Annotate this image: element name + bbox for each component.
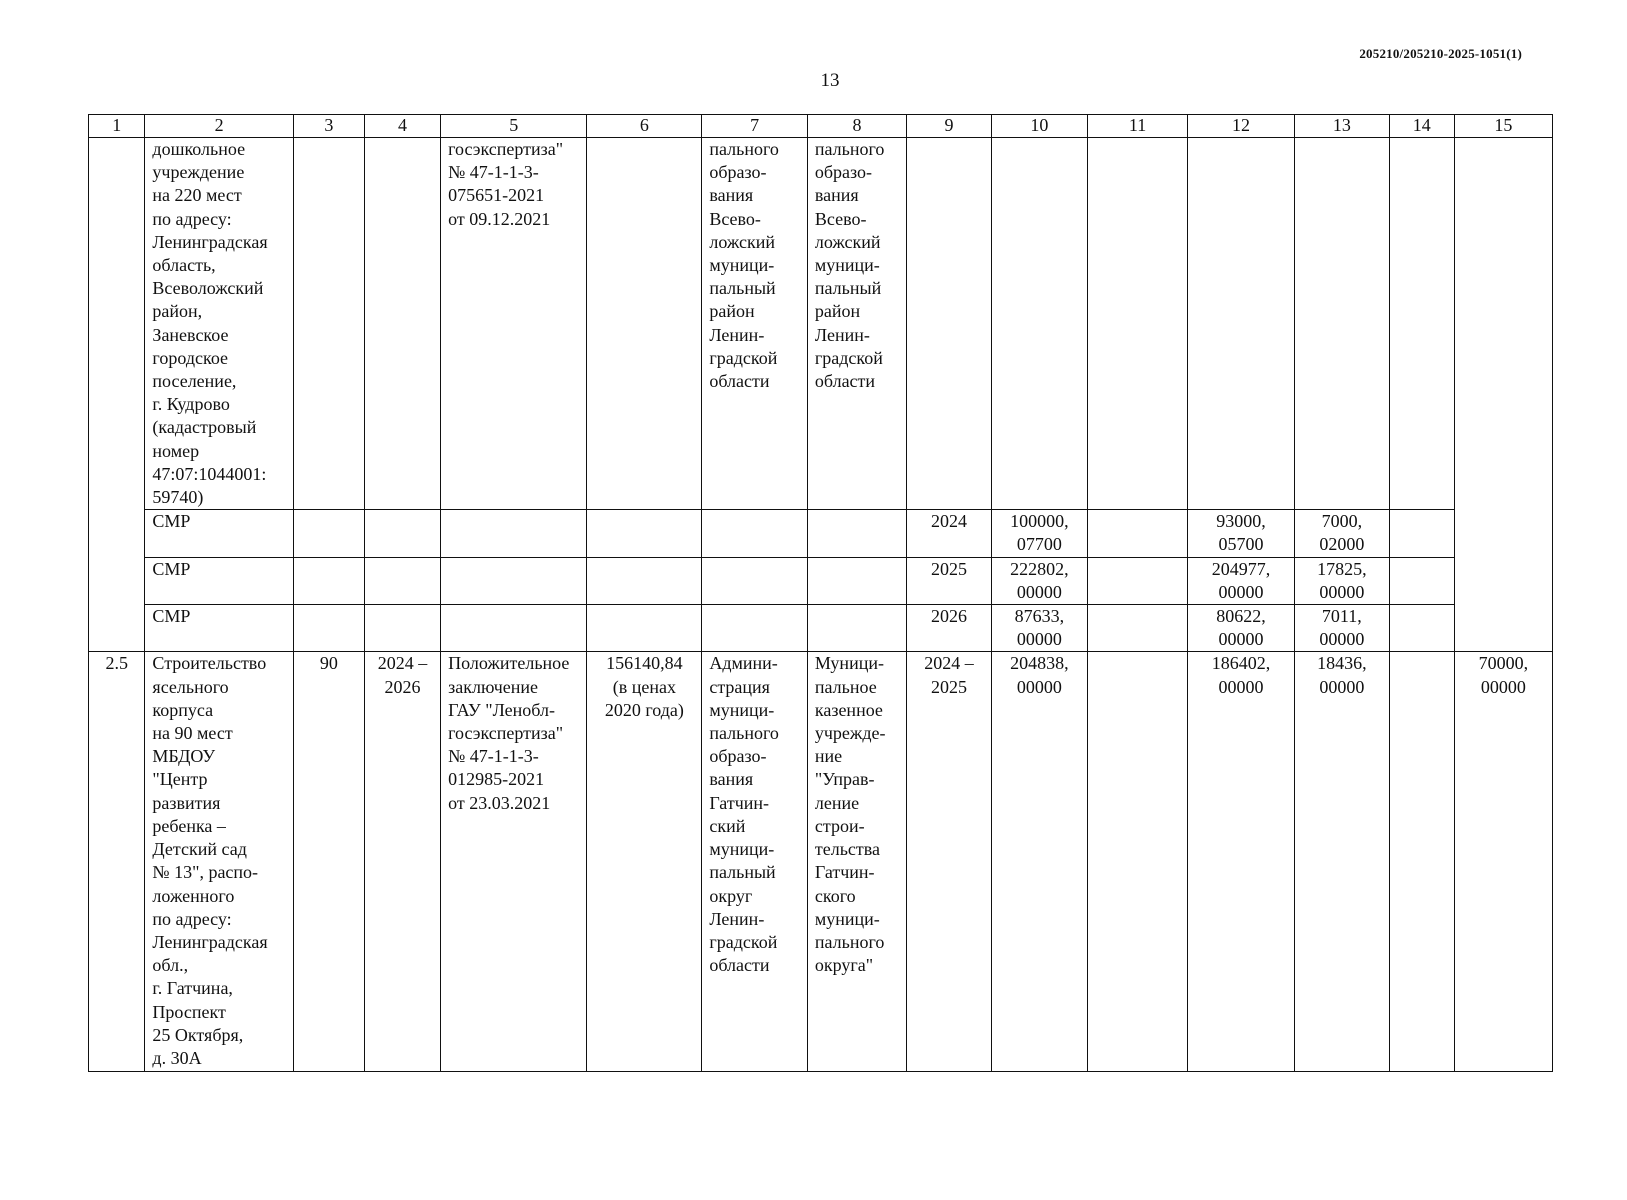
col-header-11: 11 bbox=[1087, 115, 1187, 138]
conclusion-cell: Положительное заключение ГАУ "Ленобл- госэкспертиза" № 47-1-1-3- 012985-2021 от 23.03.2021 bbox=[441, 652, 587, 1072]
empty-cell bbox=[587, 510, 702, 557]
empty-cell bbox=[587, 605, 702, 652]
col-header-6: 6 bbox=[587, 115, 702, 138]
column-number-row bbox=[89, 115, 1553, 138]
smr-regional-cell: 93000, 05700 bbox=[1188, 510, 1295, 557]
col-header-2: 2 bbox=[145, 115, 293, 138]
empty-cell bbox=[1087, 557, 1187, 604]
smr-total-cell: 222802, 00000 bbox=[991, 557, 1087, 604]
capacity-cell bbox=[293, 138, 364, 510]
empty-cell bbox=[441, 557, 587, 604]
smr-local-cell: 7000, 02000 bbox=[1294, 510, 1389, 557]
empty-cell bbox=[364, 510, 440, 557]
developer-cell: Муници- пальное казенное учрежде- ние "Управ- ление строи- тельства Гатчин- ского муници- пального округа" bbox=[807, 652, 906, 1072]
smr-label-cell: СМР bbox=[145, 510, 293, 557]
col-header-9: 9 bbox=[907, 115, 992, 138]
smr-total-cell: 87633, 00000 bbox=[991, 605, 1087, 652]
col-header-8: 8 bbox=[807, 115, 906, 138]
table-row bbox=[89, 652, 1553, 1072]
empty-cell bbox=[1389, 605, 1454, 652]
local-cell bbox=[1294, 138, 1389, 510]
col-header-7: 7 bbox=[702, 115, 808, 138]
table-row bbox=[89, 138, 1553, 510]
col15-cell bbox=[1454, 557, 1552, 604]
col-header-12: 12 bbox=[1188, 115, 1295, 138]
regional-cell: 186402, 00000 bbox=[1188, 652, 1295, 1072]
col-header-10: 10 bbox=[991, 115, 1087, 138]
regional-cell bbox=[1188, 138, 1295, 510]
empty-cell bbox=[702, 557, 808, 604]
cost-cell bbox=[587, 138, 702, 510]
empty-cell bbox=[1087, 605, 1187, 652]
empty-cell bbox=[807, 510, 906, 557]
customer-cell: Админи- страция муници- пального образо- вания Гатчин- ский муници- пальный округ Ленин- градской области bbox=[702, 652, 808, 1072]
total-cell: 204838, 00000 bbox=[991, 652, 1087, 1072]
object-name-cell: Строительство ясельного корпуса на 90 мест МБДОУ "Центр развития ребенка – Детский сад № 13", распо- ложенного по адресу: Ленинградская обл., г. Гатчина, Проспект 25 Октября, д. 30А bbox=[145, 652, 293, 1072]
investment-table bbox=[88, 114, 1553, 1072]
smr-total-cell: 100000, 07700 bbox=[991, 510, 1087, 557]
smr-label-cell: СМР bbox=[145, 605, 293, 652]
cost-cell: 156140,84 (в ценах 2020 года) bbox=[587, 652, 702, 1072]
smr-year-cell: 2024 bbox=[907, 510, 992, 557]
smr-local-cell: 17825, 00000 bbox=[1294, 557, 1389, 604]
conclusion-cell: госэкспертиза" № 47-1-1-3- 075651-2021 от 09.12.2021 bbox=[441, 138, 587, 510]
col-header-13: 13 bbox=[1294, 115, 1389, 138]
empty-cell bbox=[1087, 510, 1187, 557]
empty-cell bbox=[702, 510, 808, 557]
row-number-cell bbox=[89, 138, 145, 510]
empty-cell bbox=[1389, 557, 1454, 604]
col-header-5: 5 bbox=[441, 115, 587, 138]
object-name-cell: дошкольное учреждение на 220 мест по адресу: Ленинградская область, Всеволожский район, Заневское городское поселение, г. Кудрово (кадастровый номер 47:07:1044001: 59740) bbox=[145, 138, 293, 510]
col14-cell bbox=[1389, 138, 1454, 510]
page-number: 13 bbox=[820, 70, 840, 91]
empty-cell bbox=[702, 605, 808, 652]
smr-year-cell: 2025 bbox=[907, 557, 992, 604]
row-number-cell bbox=[89, 605, 145, 652]
col-header-1: 1 bbox=[89, 115, 145, 138]
years-cell bbox=[907, 138, 992, 510]
empty-cell bbox=[293, 510, 364, 557]
empty-cell bbox=[1389, 510, 1454, 557]
smr-year-cell: 2026 bbox=[907, 605, 992, 652]
smr-regional-cell: 80622, 00000 bbox=[1188, 605, 1295, 652]
developer-cell: пального образо- вания Всево- ложский муници- пальный район Ленин- градской области bbox=[807, 138, 906, 510]
table-row bbox=[89, 605, 1553, 652]
smr-local-cell: 7011, 00000 bbox=[1294, 605, 1389, 652]
row-number-cell: 2.5 bbox=[89, 652, 145, 1072]
row-number-cell bbox=[89, 557, 145, 604]
empty-cell bbox=[364, 557, 440, 604]
smr-regional-cell: 204977, 00000 bbox=[1188, 557, 1295, 604]
col15-cell bbox=[1454, 510, 1552, 557]
row-number-cell bbox=[89, 510, 145, 557]
col-header-3: 3 bbox=[293, 115, 364, 138]
empty-cell bbox=[293, 557, 364, 604]
years-cell: 2024 – 2025 bbox=[907, 652, 992, 1072]
table-row bbox=[89, 557, 1553, 604]
empty-cell bbox=[441, 605, 587, 652]
empty-cell bbox=[364, 605, 440, 652]
empty-cell bbox=[293, 605, 364, 652]
empty-cell bbox=[807, 557, 906, 604]
col-header-15: 15 bbox=[1454, 115, 1552, 138]
table-row bbox=[89, 510, 1553, 557]
col15-cell bbox=[1454, 138, 1552, 510]
col-header-14: 14 bbox=[1389, 115, 1454, 138]
smr-label-cell: СМР bbox=[145, 557, 293, 604]
empty-cell bbox=[587, 557, 702, 604]
empty-cell bbox=[807, 605, 906, 652]
period-cell bbox=[364, 138, 440, 510]
col15-cell bbox=[1454, 605, 1552, 652]
total-cell bbox=[991, 138, 1087, 510]
document-code: 205210/205210-2025-1051(1) bbox=[1359, 46, 1522, 61]
col11-cell bbox=[1087, 652, 1187, 1072]
capacity-cell: 90 bbox=[293, 652, 364, 1072]
local-cell: 18436, 00000 bbox=[1294, 652, 1389, 1072]
col11-cell bbox=[1087, 138, 1187, 510]
customer-cell: пального образо- вания Всево- ложский муници- пальный район Ленин- градской области bbox=[702, 138, 808, 510]
col-header-4: 4 bbox=[364, 115, 440, 138]
empty-cell bbox=[441, 510, 587, 557]
col14-cell bbox=[1389, 652, 1454, 1072]
period-cell: 2024 – 2026 bbox=[364, 652, 440, 1072]
col15-cell: 70000, 00000 bbox=[1454, 652, 1552, 1072]
